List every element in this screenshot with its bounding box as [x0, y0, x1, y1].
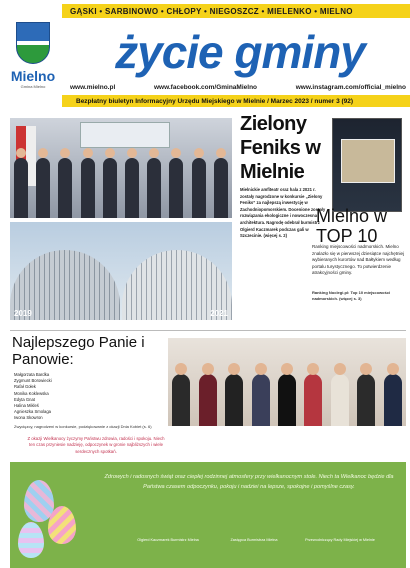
brochure-image: [332, 118, 402, 212]
signature-2: Zastępca Burmistrza Mielna: [230, 538, 278, 542]
section-divider: [10, 330, 406, 331]
year-before: 2019: [14, 309, 32, 318]
person-figure: [103, 158, 117, 218]
easter-egg-icon: [48, 506, 76, 544]
link-facebook[interactable]: www.facebook.com/GminaMielno: [153, 84, 258, 91]
person-figure: [225, 374, 243, 426]
person-figure: [357, 374, 375, 426]
person-figure: [192, 158, 206, 218]
towns-bar: GĄSKI • SARBINOWO • CHŁOPY • NIEGOSZCZ • MIELENKO • MIELNO: [62, 4, 410, 18]
names-list: [14, 372, 148, 422]
easter-egg-icon: [18, 522, 44, 558]
logo-text: Mielno: [10, 68, 56, 84]
person-figure: [278, 374, 296, 426]
wishes-text: Z okazji Wielkanocy życzymy Państwu zdrowia, radości i spokoju. Niech ten czas przyniesie nadzieję, odpoczynek w gronie najbliższych i wiele serdecznych spotkań.: [27, 436, 165, 454]
municipality-logo[interactable]: [6, 22, 60, 100]
person-figure: [147, 158, 161, 218]
person-figure: [125, 158, 139, 218]
name-item: Monika Koklewska: [14, 390, 49, 396]
person-figure: [304, 374, 322, 426]
name-item: Rafał Gołek: [14, 384, 36, 390]
person-figure: [199, 374, 217, 426]
link-instagram[interactable]: www.instagram.com/official_mielno: [295, 84, 406, 91]
top10-headline: Mielno w TOP 10: [316, 206, 388, 246]
names-note: Zwycięzcy, nagrodzeni w konkursie, podziękowanie z okazji Dnia Kobiet (s. 6): [14, 424, 152, 429]
name-item: Edyta Gnat: [14, 396, 35, 402]
arena-comparison-photo: [10, 222, 232, 320]
person-figure: [331, 374, 349, 426]
top10-body: Ranking miejscowości nadmorskich. Mielno znalazło się w pierwszej dziesiątce najchętniej wybieranych kurortów nad Bałtykiem według portalu turystycznego. To potwierdzenie atrakcyjności gminy.: [312, 244, 405, 275]
lead-body: Mielnickie amfiteatr oraz hala z 2021 r. zostały nagrodzone w konkursie „Zielony Feniks” za najlepszą inwestycję w Zachodniopomorskiem. Docenione zostały rozwiązania ekologiczne i nowoczesna architektura. Nagrodę odebrał burmistrz Olgierd Kaczmarek podczas gali w Szczecinie. (więcej s. 2): [240, 187, 326, 239]
name-item: Halina Mikleś: [14, 403, 39, 409]
masthead-title: życie gminy: [115, 26, 365, 78]
top10-note: Ranking Noclegi.pl: Top 10 miejscowości nadmorskich. (więcej s. 3): [312, 290, 391, 301]
easter-greeting-box: [10, 462, 406, 568]
stage-screen: [80, 122, 170, 148]
name-item: Zygmunt Borowiecki: [14, 378, 52, 384]
person-figure: [169, 158, 183, 218]
group-photo: [168, 338, 406, 426]
easter-greeting: Zdrowych i radosnych świąt oraz ciepłej rodzinnej atmosfery przy wielkanocnym stole. Niech ta Wielkanoc będzie dla Państwa czasem odpoczynku, pokoju i nadziei na lepsze, spokojne i pomyślne czasy.: [104, 474, 394, 490]
person-figure: [252, 374, 270, 426]
brochure-photo: [341, 139, 395, 183]
group-people: [168, 360, 406, 426]
person-figure: [81, 158, 95, 218]
name-item: Agnieszka Smolaga: [14, 409, 52, 415]
person-figure: [58, 158, 72, 218]
signature-3: Przewodniczący Rady Miejskiej w Mielnie: [305, 538, 375, 542]
person-figure: [384, 374, 402, 426]
issue-info-bar: Bezpłatny biuletyn Informacyjny Urzędu Miejskiego w Mielnie / Marzec 2023 / numer 3 (92): [62, 95, 410, 107]
ladies-headline: Najlepszego Panie i Panowie:: [12, 334, 145, 368]
name-item: Małgorzata Bardka: [14, 372, 50, 377]
social-links: [70, 84, 406, 91]
name-item: Iwona Skowron: [14, 415, 43, 421]
person-figure: [214, 158, 228, 218]
signature-1: Olgierd Kaczmarek Burmistrz Mielna: [137, 538, 199, 542]
lead-headline: Zielony Feniks w Mielnie: [240, 113, 321, 183]
person-figure: [36, 158, 50, 218]
person-figure: [172, 374, 190, 426]
award-ceremony-photo: [10, 118, 232, 218]
link-website[interactable]: www.mielno.pl: [70, 84, 116, 91]
crest-icon: [16, 22, 50, 64]
ceremony-people: [10, 148, 232, 218]
person-figure: [14, 158, 28, 218]
year-after: 2021: [210, 309, 228, 318]
logo-subtext: Gmina Mielno: [20, 84, 46, 89]
